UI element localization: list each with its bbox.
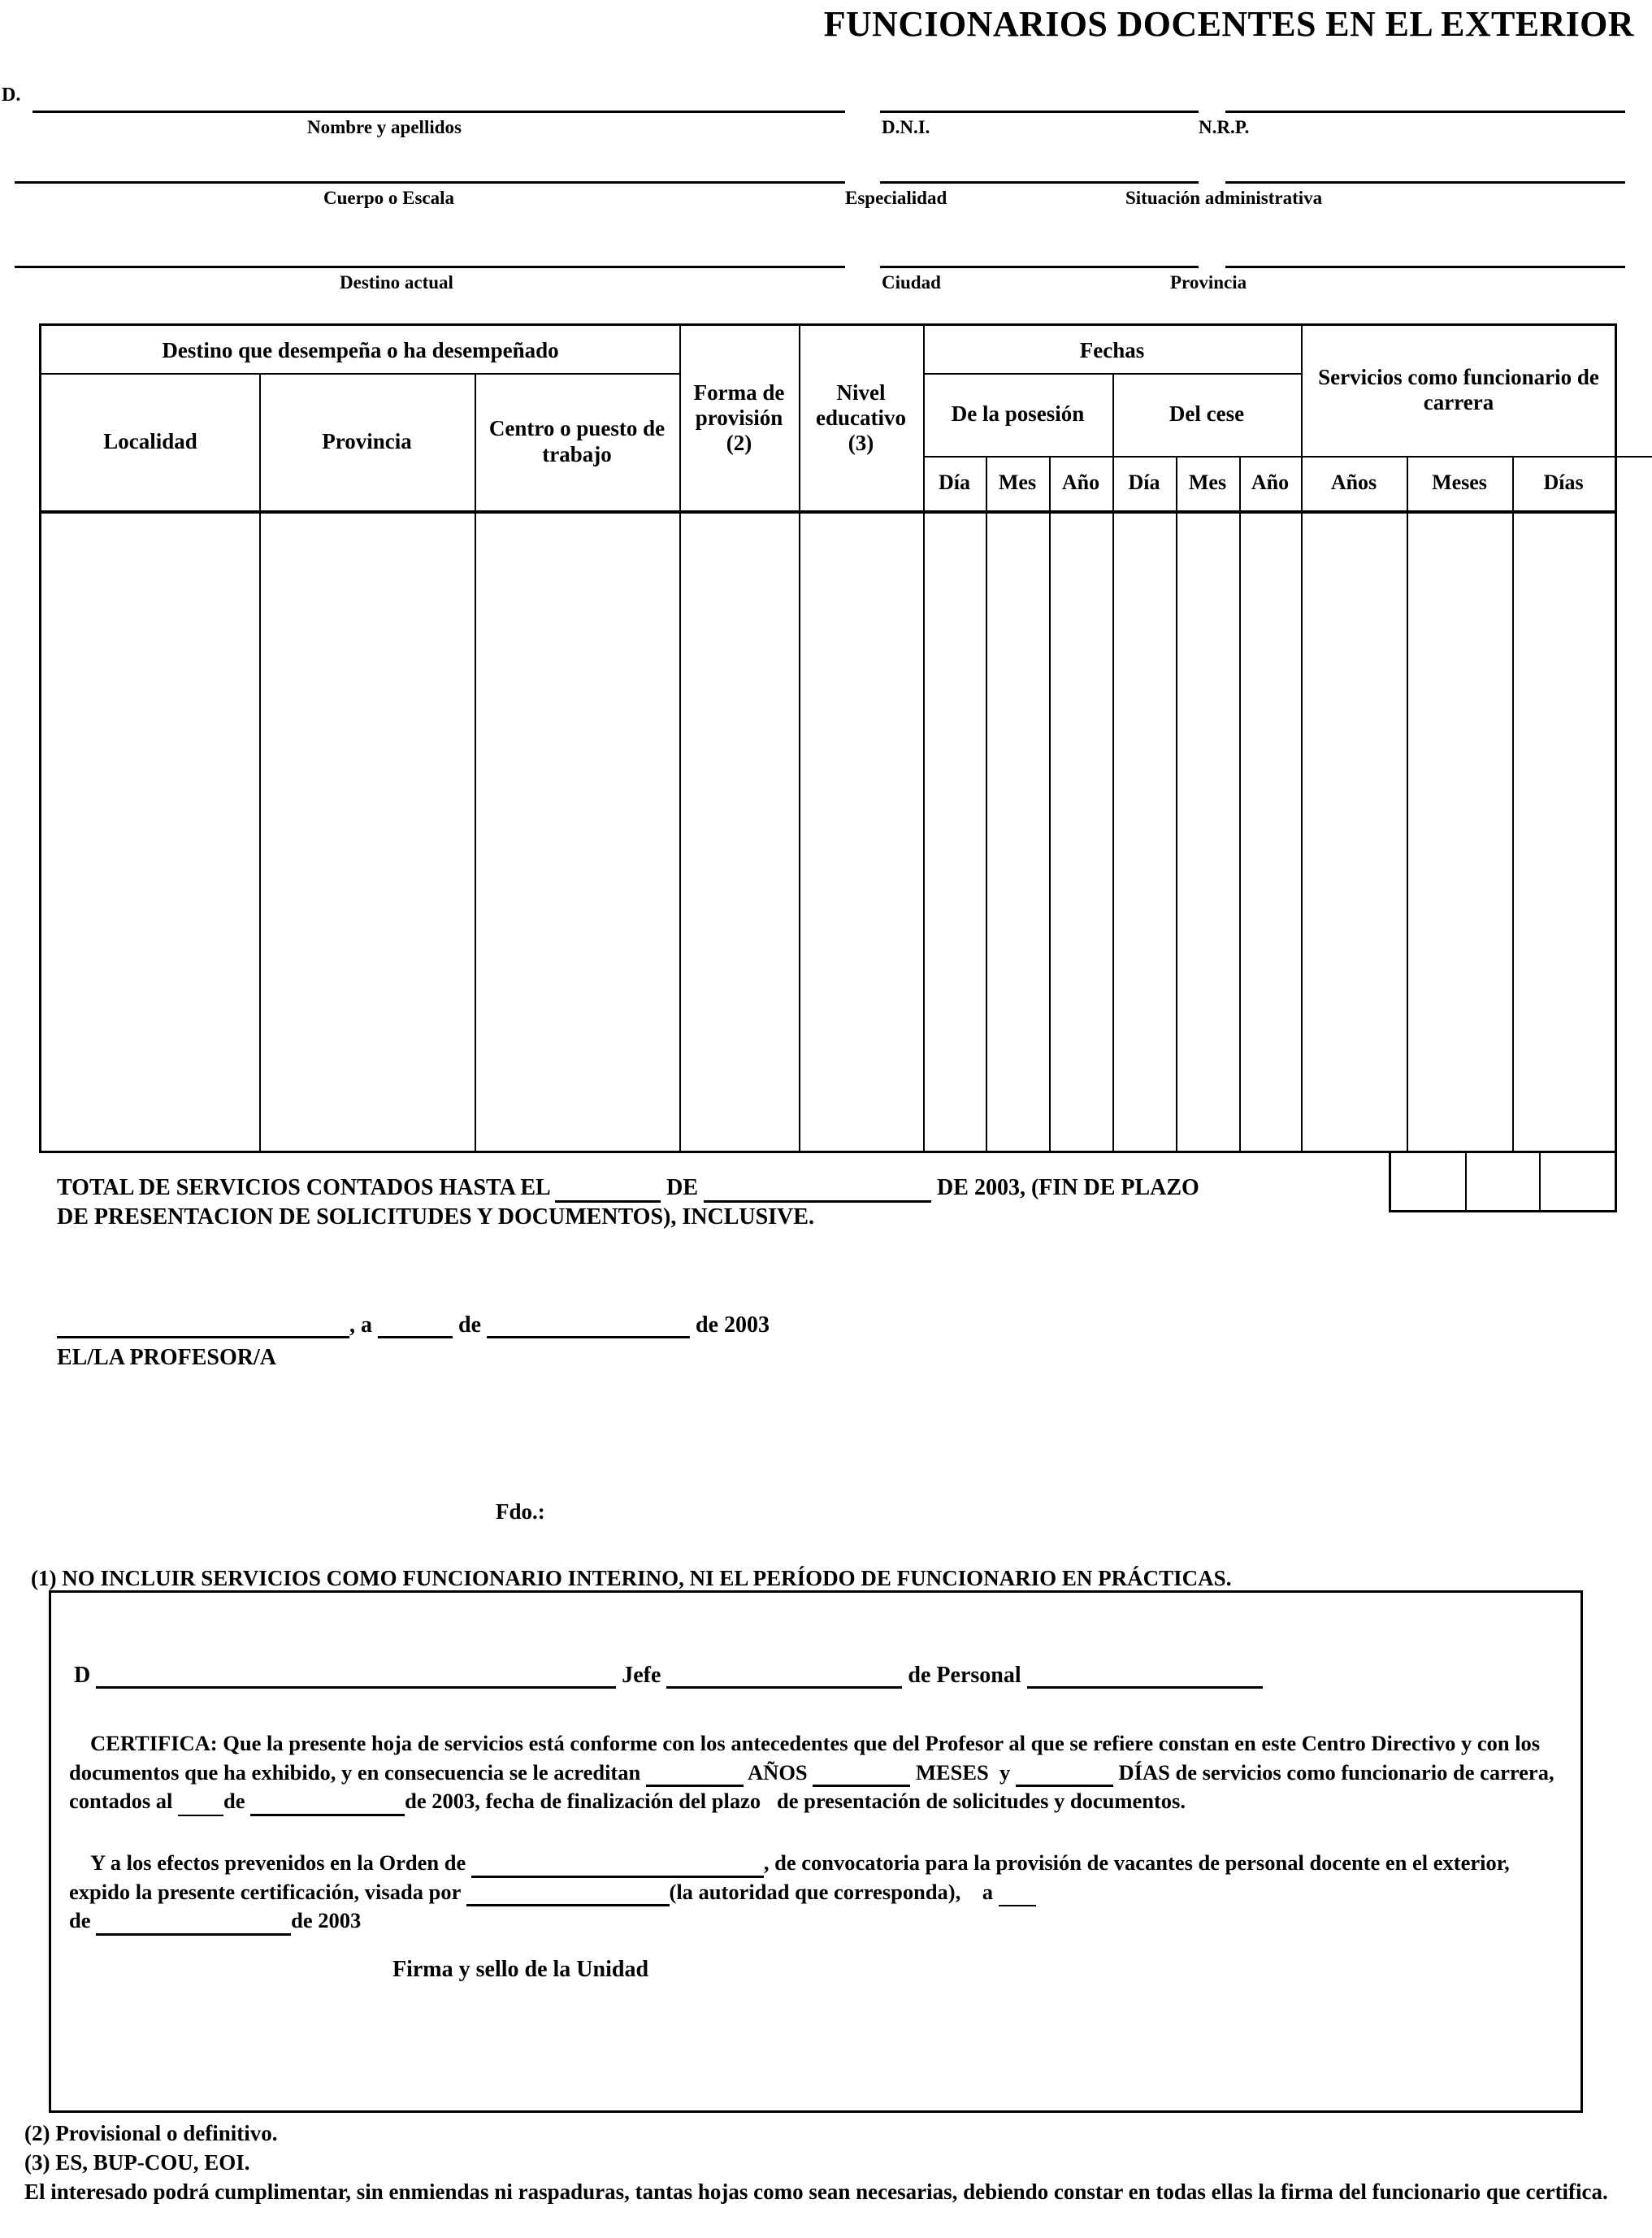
th-group-servicios: Servicios como funcionario de carrera xyxy=(1318,364,1599,414)
th-servicios-meses: Meses xyxy=(1432,471,1487,495)
th-cese-mes: Mes xyxy=(1188,471,1227,495)
ciudad-label: Ciudad xyxy=(882,272,941,293)
identification-row-1 xyxy=(0,78,1652,161)
nrp-field[interactable] xyxy=(1225,111,1625,113)
certify-day-blank[interactable] xyxy=(178,1792,223,1815)
certify-d-prefix: D xyxy=(74,1663,91,1688)
certify-meses-label: MESES xyxy=(915,1759,989,1785)
total-text-part4: DE PRESENTACION DE SOLICITUDES Y DOCUMENTOS), INCLUSIVE. xyxy=(57,1204,814,1230)
th-cese-anio: Año xyxy=(1251,471,1290,495)
cuerpo-field[interactable] xyxy=(15,181,845,184)
certify-orden-blank[interactable] xyxy=(471,1853,764,1877)
total-day-blank[interactable] xyxy=(555,1178,661,1204)
professor-role-label: EL/LA PROFESOR/A xyxy=(57,1345,276,1370)
identification-block xyxy=(0,78,1652,327)
provincia-label-top: Provincia xyxy=(1170,272,1247,293)
total-text-part3: DE 2003, (FIN DE PLAZO xyxy=(937,1175,1199,1200)
table-rule-header-bottom xyxy=(41,510,1615,514)
identification-row-2 xyxy=(0,161,1652,244)
th-localidad: Localidad xyxy=(103,428,197,453)
table-col-rule-12 xyxy=(1407,456,1408,1151)
certify-p2-de: de xyxy=(69,1908,91,1932)
firma-sello-label: Firma y sello de la Unidad xyxy=(392,1957,649,1982)
certify-month-blank[interactable] xyxy=(250,1791,405,1815)
certify-header-line xyxy=(74,1663,1263,1689)
certify-p1-tail: de presentación de solicitudes y documentos. xyxy=(776,1789,1186,1813)
th-centro: Centro o puesto de trabajo xyxy=(488,416,666,466)
certify-p1-year: de 2003, fecha de finalización del plazo xyxy=(405,1789,761,1813)
certify-dias-blank[interactable] xyxy=(1016,1763,1113,1787)
th-nivel-educativo: Nivel educativo (3) xyxy=(816,380,906,456)
th-servicios-dias: Días xyxy=(1543,471,1584,495)
page-title: FUNCIONARIOS DOCENTES EN EL EXTERIOR xyxy=(823,4,1634,44)
th-posesion-dia: Día xyxy=(939,471,970,495)
ciudad-field[interactable] xyxy=(880,266,1199,268)
certify-name-blank[interactable] xyxy=(96,1663,616,1689)
total-cell-anios[interactable] xyxy=(1391,1153,1465,1210)
certify-de-personal-label: de Personal xyxy=(908,1663,1021,1688)
th-servicios-anios: Años xyxy=(1330,471,1377,495)
certify-jefe-blank[interactable] xyxy=(666,1663,902,1689)
footer-notes xyxy=(24,2119,1617,2207)
certify-visada-blank[interactable] xyxy=(466,1882,670,1906)
th-cese-dia: Día xyxy=(1128,471,1160,495)
professor-day-blank[interactable] xyxy=(378,1312,453,1338)
certify-dias-label: DÍAS de servicios como funcionario de carrera, contados al xyxy=(69,1759,1554,1813)
th-de-la-posesion: De la posesión xyxy=(951,401,1085,427)
services-table-inner xyxy=(41,326,1615,1151)
situacion-label: Situación administrativa xyxy=(1125,188,1323,208)
th-del-cese: Del cese xyxy=(1169,401,1245,427)
cuerpo-label: Cuerpo o Escala xyxy=(323,188,454,208)
total-cell-meses[interactable] xyxy=(1465,1153,1539,1210)
dni-field[interactable] xyxy=(880,111,1199,113)
th-provincia: Provincia xyxy=(322,428,412,453)
table-col-rule-7 xyxy=(1049,456,1051,1151)
certify-p2-text-b: , de convocatoria para la provisión de vacantes de personal docente en el exterior, expido la presente certificación, visada por xyxy=(69,1850,1510,1904)
footer-note-4: El interesado podrá cumplimentar, sin enmiendas ni raspaduras, tantas hojas como sean necesarias, debiendo constar en todas ellas la firma del funcionario que certifica. xyxy=(24,2179,1608,2204)
professor-comma-a: , a xyxy=(349,1312,372,1338)
total-cell-dias[interactable] xyxy=(1539,1153,1615,1210)
footer-note-3: (3) ES, BUP-COU, EOI. xyxy=(24,2149,250,2175)
certify-paragraph-2 xyxy=(69,1849,1572,1936)
professor-place-blank[interactable] xyxy=(57,1312,349,1338)
certify-p1-de: de xyxy=(223,1789,245,1813)
certify-p2-text-c: (la autoridad que corresponda), xyxy=(669,1879,961,1904)
nombre-field[interactable] xyxy=(33,111,845,113)
certify-p2-a: a xyxy=(982,1879,994,1904)
certify-anios-blank[interactable] xyxy=(646,1763,744,1787)
total-services-paragraph xyxy=(57,1173,1390,1233)
dni-label: D.N.I. xyxy=(882,117,930,137)
certify-anios-label: AÑOS xyxy=(748,1759,808,1785)
total-text-part1: TOTAL DE SERVICIOS CONTADOS HASTA EL xyxy=(57,1175,550,1200)
especialidad-field[interactable] xyxy=(880,181,1199,184)
table-col-rule-9 xyxy=(1176,456,1177,1151)
table-col-rule-10 xyxy=(1239,456,1241,1151)
total-services-row xyxy=(1389,1151,1617,1212)
fdo-label: Fdo.: xyxy=(496,1499,545,1524)
certify-p2-text-a: Y a los efectos prevenidos en la Orden de xyxy=(90,1850,466,1875)
certification-box xyxy=(49,1590,1583,2113)
salutation-prefix: D. xyxy=(2,85,21,106)
certify-a-month-blank[interactable] xyxy=(96,1911,291,1935)
footer-note-2: (2) Provisional o definitivo. xyxy=(24,2121,278,2145)
th-group-destino: Destino que desempeña o ha desempeñado xyxy=(162,338,559,363)
professor-month-blank[interactable] xyxy=(487,1312,690,1338)
certify-p1-text-a: CERTIFICA: Que la presente hoja de servicios está conforme con los antecedentes que del Profesor al que se refiere constan en este Centro Directivo y con los documentos que ha exhibido, y en consecuencia se le acreditan xyxy=(69,1731,1541,1785)
total-month-blank[interactable] xyxy=(704,1178,931,1204)
th-group-fechas: Fechas xyxy=(1079,338,1145,363)
destino-label: Destino actual xyxy=(340,272,453,293)
certify-paragraph-1 xyxy=(69,1729,1563,1816)
professor-de: de xyxy=(458,1312,481,1338)
certify-y-conjunction: y xyxy=(999,1759,1011,1785)
note-1: (1) NO INCLUIR SERVICIOS COMO FUNCIONARIO INTERINO, NI EL PERÍODO DE FUNCIONARIO EN PRÁCTICAS. xyxy=(31,1566,1232,1590)
professor-year: de 2003 xyxy=(696,1312,770,1338)
identification-row-3 xyxy=(0,244,1652,327)
nombre-label: Nombre y apellidos xyxy=(307,117,462,137)
th-forma-provision: Forma de provisión (2) xyxy=(693,380,785,456)
nrp-label: N.R.P. xyxy=(1199,117,1250,137)
professor-signature-line xyxy=(57,1312,770,1338)
th-posesion-anio: Año xyxy=(1061,471,1100,495)
table-col-rule-6 xyxy=(986,456,987,1151)
certify-p2-year: de 2003 xyxy=(291,1908,362,1932)
provincia-field-top[interactable] xyxy=(1225,266,1625,268)
certify-jefe-label: Jefe xyxy=(622,1663,661,1688)
table-col-rule-13 xyxy=(1512,456,1514,1151)
certify-meses-blank[interactable] xyxy=(813,1763,910,1787)
services-table xyxy=(39,323,1617,1153)
especialidad-label: Especialidad xyxy=(845,188,947,208)
certify-a-day-blank[interactable] xyxy=(999,1883,1036,1906)
situacion-field[interactable] xyxy=(1225,181,1625,184)
destino-field[interactable] xyxy=(15,266,845,268)
th-posesion-mes: Mes xyxy=(998,471,1037,495)
total-text-de: DE xyxy=(666,1175,699,1200)
certify-personal-blank[interactable] xyxy=(1027,1663,1263,1689)
